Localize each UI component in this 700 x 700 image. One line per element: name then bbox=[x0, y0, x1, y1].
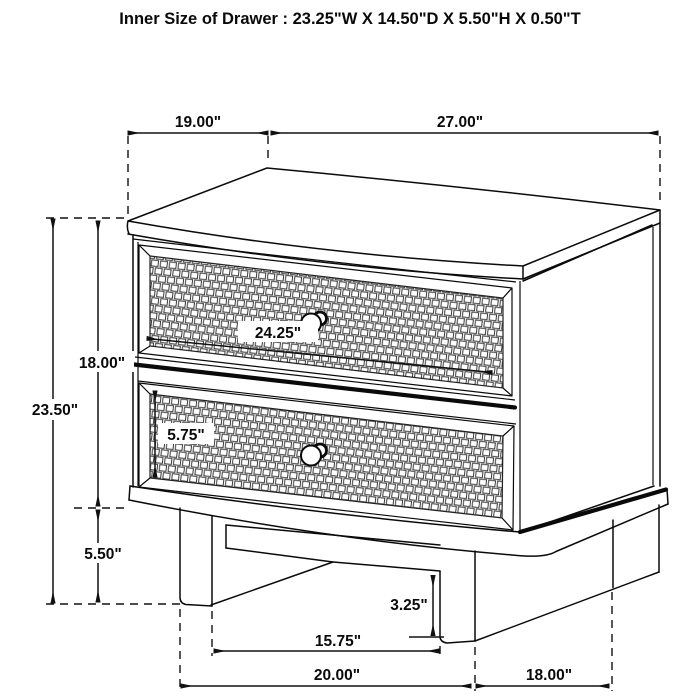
dim-base-clearance bbox=[74, 510, 132, 602]
drawer-bottom bbox=[139, 383, 514, 530]
dim-label-case-height: 18.00" bbox=[78, 355, 126, 372]
dim-leg-inner-span bbox=[214, 633, 439, 651]
dim-top-depth bbox=[128, 114, 268, 216]
dim-base-width bbox=[181, 667, 471, 686]
dim-label-leg-height: 3.25" bbox=[390, 597, 428, 614]
dim-base-depth bbox=[476, 667, 609, 686]
dim-label-base-clearance: 5.50" bbox=[84, 546, 122, 563]
drawer-bottom-cane-panel bbox=[150, 394, 503, 518]
dim-label-drawer-front-height: 5.75" bbox=[167, 427, 205, 444]
dim-label-drawer-front-width: 24.25" bbox=[254, 325, 302, 342]
dim-label-base-width: 20.00" bbox=[313, 667, 361, 684]
dim-label-total-height: 23.50" bbox=[31, 402, 79, 419]
dim-top-width bbox=[271, 114, 660, 206]
dim-label-base-depth: 18.00" bbox=[525, 667, 573, 684]
dim-case-height bbox=[70, 221, 134, 506]
dim-label-top-width: 27.00" bbox=[436, 114, 484, 131]
nightstand-illustration bbox=[127, 168, 668, 643]
drawing-title: Inner Size of Drawer : 23.25"W X 14.50"D X 5.50"H X 0.50"T bbox=[119, 10, 581, 28]
base-legs bbox=[180, 505, 659, 643]
dim-leg-height bbox=[390, 576, 444, 638]
dim-label-leg-inner-span: 15.75" bbox=[314, 633, 362, 650]
dim-label-top-depth: 19.00" bbox=[174, 114, 222, 131]
